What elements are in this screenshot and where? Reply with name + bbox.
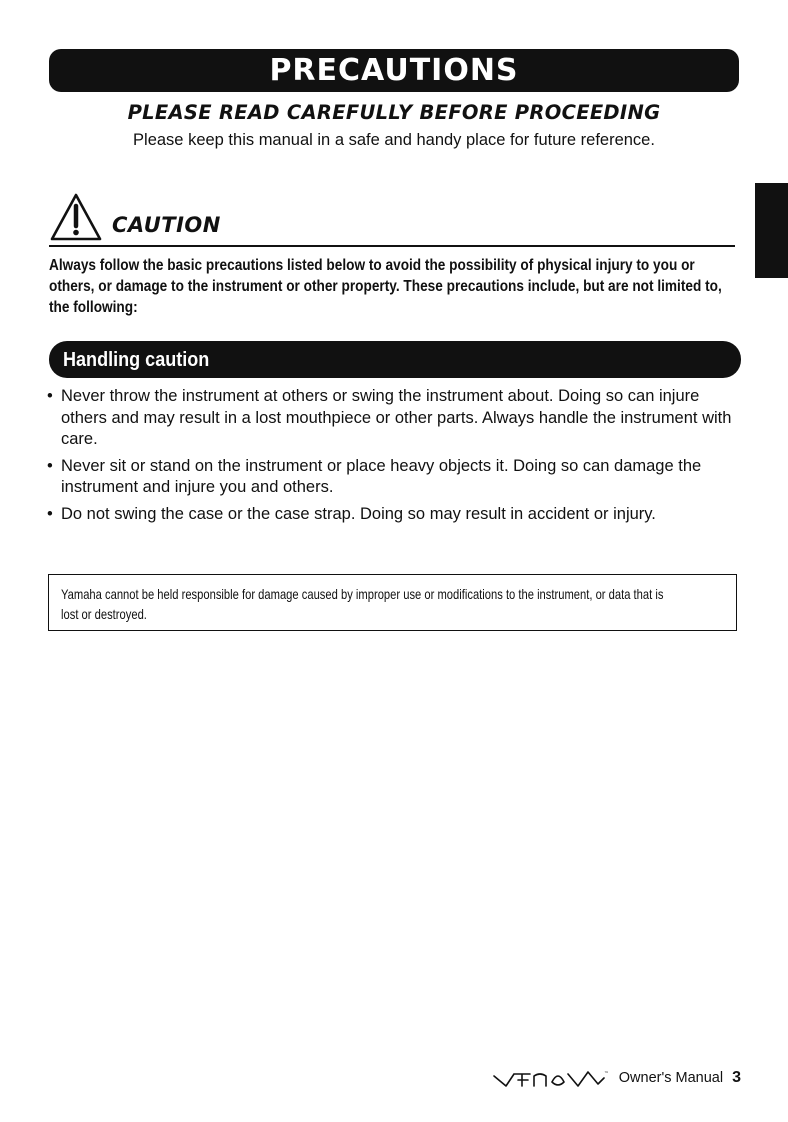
- page-number: 3: [732, 1069, 741, 1086]
- page-title: PRECAUTIONS: [269, 53, 519, 88]
- keep-note: Please keep this manual in a safe and handy place for future reference.: [133, 131, 655, 149]
- side-tab: [755, 183, 788, 278]
- title-bar: [49, 49, 739, 92]
- section-header-handling: [49, 341, 741, 378]
- disclaimer-box: [48, 574, 737, 631]
- disclaimer-text: Yamaha cannot be held responsible for damage caused by improper use or modifications to the instrument, or data that is lost or destroyed.: [61, 586, 664, 622]
- list-item-text: Do not swing the case or the case strap. Doing so may result in accident or injury.: [61, 504, 656, 523]
- list-item: [47, 386, 739, 451]
- trademark-symbol: ™: [603, 1071, 609, 1077]
- bullet-icon: •: [47, 504, 53, 523]
- bullet-icon: •: [47, 387, 53, 405]
- manual-label: Owner's Manual: [618, 1070, 724, 1086]
- footer: [492, 1066, 741, 1090]
- list-item: [47, 504, 739, 526]
- list-item-text: Never throw the instrument at others or swing the instrument about. Doing so can injure others and may result in a lost mouthpiece or other parts. Always handle the instrument with care.: [61, 387, 732, 448]
- caution-intro: Always follow the basic precautions listed below to avoid the possibility of physical injury to you or others, or damage to the instrument or other property. These precautions include, but are not limited to, the following:: [49, 257, 722, 316]
- list-item-text: Never sit or stand on the instrument or place heavy objects it. Doing so can damage the instrument and injure you and others.: [61, 456, 702, 496]
- venova-logo: [492, 1068, 610, 1088]
- bullet-icon: •: [47, 456, 53, 475]
- caution-label: CAUTION: [112, 213, 221, 237]
- list-item: [47, 456, 739, 499]
- warning-triangle-icon: [50, 193, 102, 241]
- caution-divider: [49, 245, 735, 247]
- subtitle: PLEASE READ CAREFULLY BEFORE PROCEEDING: [127, 101, 661, 124]
- section-heading: Handling caution: [63, 347, 210, 371]
- precaution-list: [47, 386, 739, 530]
